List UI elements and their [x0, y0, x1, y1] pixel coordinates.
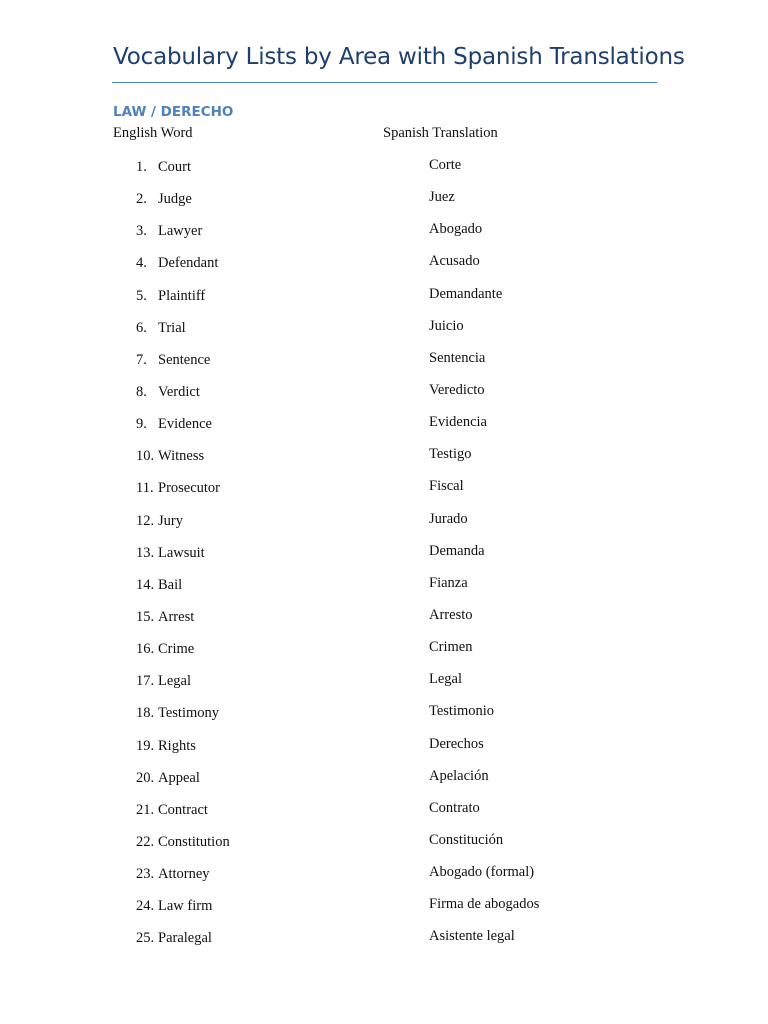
spanish-translation: Firma de abogados [429, 896, 540, 913]
english-word: Lawsuit [158, 544, 205, 561]
spanish-translation: Legal [429, 671, 463, 688]
spanish-translation: Fianza [429, 574, 468, 591]
vocabulary-row [0, 575, 768, 607]
english-word: Sentence [158, 351, 211, 368]
item-number: 19. [136, 737, 155, 754]
english-word: Judge [158, 191, 192, 208]
spanish-translation: Constitución [429, 831, 504, 848]
vocabulary-row [0, 253, 768, 285]
english-word: Jury [158, 512, 183, 529]
english-word: Trial [158, 319, 186, 336]
spanish-translation: Asistente legal [429, 928, 515, 945]
english-word: Verdict [158, 383, 200, 400]
item-number: 14. [136, 576, 155, 593]
spanish-translation: Arresto [429, 606, 473, 623]
vocabulary-row [0, 768, 768, 800]
item-number: 17. [136, 673, 155, 690]
vocabulary-row [0, 800, 768, 832]
vocabulary-row [0, 832, 768, 864]
english-word: Witness [158, 448, 205, 465]
english-word: Court [158, 159, 192, 175]
english-word: Evidence [158, 416, 212, 433]
vocabulary-row [0, 543, 768, 575]
vocabulary-row [0, 414, 768, 446]
spanish-translation: Veredicto [429, 381, 485, 398]
item-number: 16. [136, 641, 155, 658]
title-underline [112, 82, 657, 83]
english-word: Attorney [158, 866, 210, 883]
vocabulary-row [0, 896, 768, 928]
item-number: 8. [136, 383, 147, 400]
item-number: 9. [136, 416, 147, 433]
english-word: Defendant [158, 255, 219, 272]
item-number: 12. [136, 512, 155, 529]
vocabulary-row [0, 703, 768, 735]
vocabulary-row [0, 928, 768, 960]
spanish-translation: Jurado [429, 510, 468, 527]
spanish-translation: Sentencia [429, 349, 486, 366]
spanish-translation: Fiscal [429, 478, 464, 495]
spanish-translation: Demanda [429, 542, 485, 559]
spanish-translation: Testimonio [429, 703, 495, 720]
item-number: 1. [136, 159, 147, 175]
spanish-translation: Testigo [429, 446, 472, 463]
vocabulary-row [0, 864, 768, 896]
column-header-spanish: Spanish Translation [383, 125, 498, 141]
spanish-translation: Corte [429, 157, 462, 173]
spanish-translation: Acusado [429, 253, 480, 270]
english-word: Bail [158, 576, 183, 593]
vocabulary-row [0, 607, 768, 639]
english-word: Appeal [158, 769, 200, 786]
section-heading: LAW / DERECHO [113, 104, 234, 120]
item-number: 7. [136, 351, 147, 368]
vocabulary-row [0, 511, 768, 543]
item-number: 21. [136, 801, 155, 818]
spanish-translation: Juez [429, 189, 455, 206]
vocabulary-row [0, 157, 768, 189]
vocabulary-row [0, 221, 768, 253]
vocabulary-row [0, 189, 768, 221]
document-title: Vocabulary Lists by Area with Spanish Translations [113, 44, 685, 70]
column-header-english: English Word [113, 125, 193, 141]
spanish-translation: Demandante [429, 285, 503, 302]
spanish-translation: Contrato [429, 799, 480, 816]
spanish-translation: Abogado [429, 221, 483, 238]
vocabulary-row [0, 286, 768, 318]
english-word: Crime [158, 641, 195, 658]
english-word: Rights [158, 737, 196, 754]
spanish-translation: Abogado (formal) [429, 864, 535, 881]
item-number: 22. [136, 833, 155, 850]
vocabulary-row [0, 318, 768, 350]
english-word: Arrest [158, 608, 195, 625]
english-word: Law firm [158, 898, 213, 915]
spanish-translation: Apelación [429, 767, 489, 784]
vocabulary-row [0, 446, 768, 478]
vocabulary-row [0, 478, 768, 510]
item-number: 23. [136, 866, 155, 883]
english-word: Legal [158, 673, 192, 690]
english-word: Testimony [158, 705, 220, 722]
item-number: 5. [136, 287, 147, 304]
spanish-translation: Derechos [429, 735, 484, 752]
spanish-translation: Crimen [429, 639, 473, 656]
english-word: Constitution [158, 833, 230, 850]
item-number: 11. [136, 480, 154, 497]
english-word: Contract [158, 801, 208, 818]
item-number: 24. [136, 898, 155, 915]
english-word: Prosecutor [158, 480, 221, 497]
item-number: 3. [136, 223, 147, 240]
english-word: Lawyer [158, 223, 203, 240]
item-number: 15. [136, 608, 155, 625]
vocabulary-row [0, 671, 768, 703]
spanish-translation: Evidencia [429, 414, 487, 431]
spanish-translation: Juicio [429, 317, 464, 334]
item-number: 13. [136, 544, 155, 561]
vocabulary-list [0, 157, 768, 961]
vocabulary-row [0, 639, 768, 671]
item-number: 4. [136, 255, 147, 272]
vocabulary-row [0, 350, 768, 382]
english-word: Paralegal [158, 930, 212, 947]
item-number: 25. [136, 930, 155, 947]
english-word: Plaintiff [158, 287, 206, 304]
vocabulary-row [0, 736, 768, 768]
item-number: 20. [136, 769, 155, 786]
vocabulary-row [0, 382, 768, 414]
item-number: 6. [136, 319, 147, 336]
item-number: 18. [136, 705, 155, 722]
item-number: 2. [136, 191, 147, 208]
item-number: 10. [136, 448, 155, 465]
